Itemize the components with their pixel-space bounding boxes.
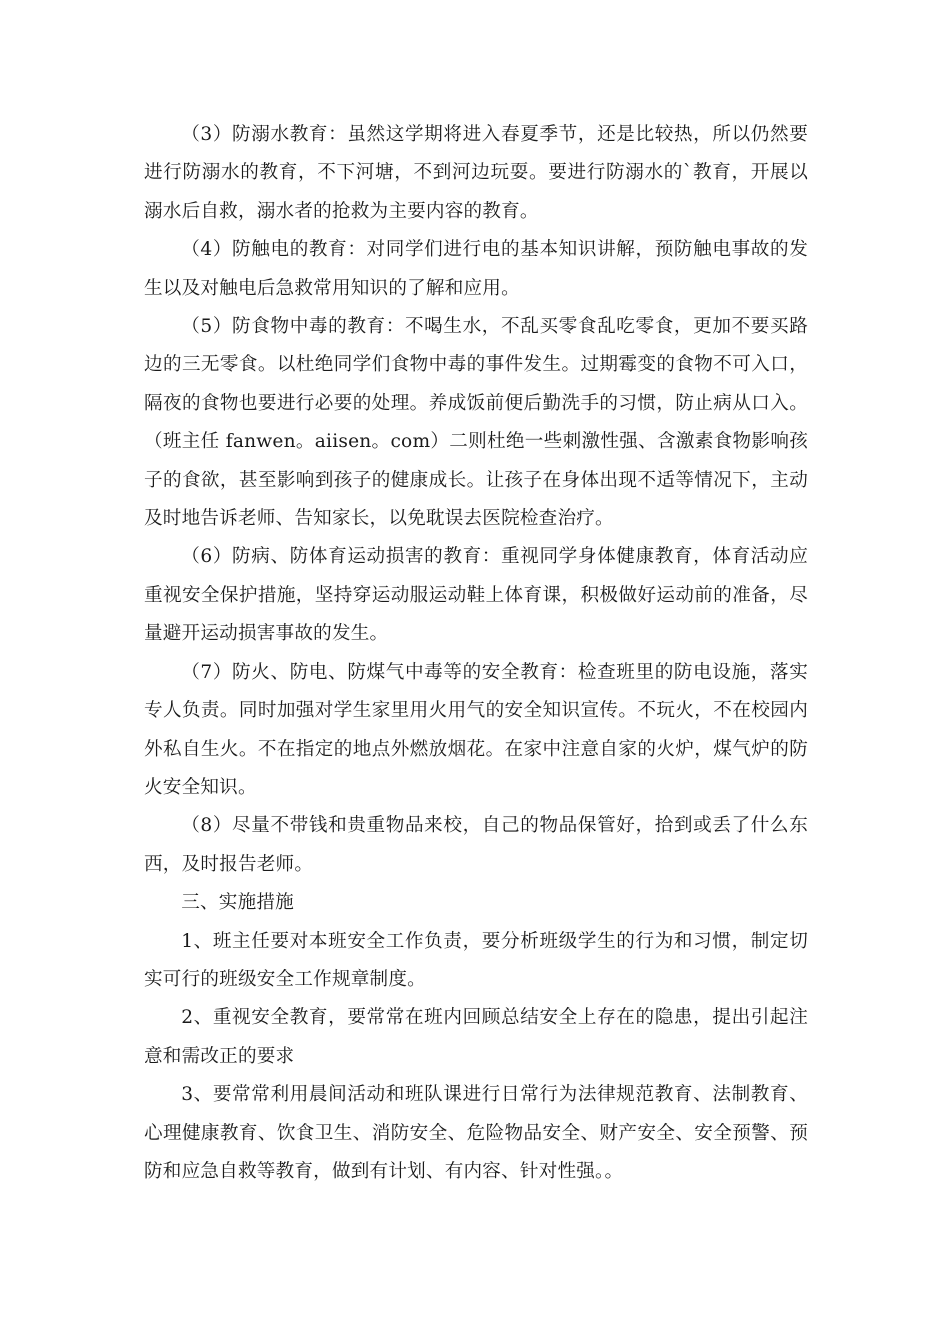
paragraph-food-poisoning-prevention: （5）防食物中毒的教育：不喝生水，不乱买零食乱吃零食，更加不要买路边的三无零食。以杜绝同学们食物中毒的事件发生。过期霉变的食物不可入口，隔夜的食物也要进行必要的处理。养成饭前便后勤洗手的习惯，防止病从口入。（班主任 fanwen。aiisen。com）二则杜绝一些刺激性强、含激素食物影响孩子的食欲，甚至影响到孩子的健康成长。让孩子在身体出现不适等情况下，主动及时地告诉老师、告知家长，以免耽误去医院检查治疗。 bbox=[144, 316, 808, 530]
section-heading-measures: 三、实施措施 bbox=[181, 892, 294, 914]
paragraph-fire-safety: （7）防火、防电、防煤气中毒等的安全教育：检查班里的防电设施，落实专人负责。同时加强对学生家里用火用气的安全知识宣传。不玩火，不在校园内外私自生火。不在指定的地点外燃放烟花。在家中注意自家的火炉，煤气炉的防火安全知识。 bbox=[144, 661, 808, 798]
paragraph-measure-2: 2、重视安全教育，要常常在班内回顾总结安全上存在的隐患，提出引起注意和需改正的要求 bbox=[144, 1007, 808, 1067]
paragraph-measure-3: 3、要常常利用晨间活动和班队课进行日常行为法律规范教育、法制教育、心理健康教育、饮食卫生、消防安全、危险物品安全、财产安全、安全预警、预防和应急自救等教育，做到有计划、有内容、针对性强。。 bbox=[144, 1084, 808, 1182]
paragraph-valuables: （8）尽量不带钱和贵重物品来校，自己的物品保管好，拾到或丢了什么东西，及时报告老师。 bbox=[144, 815, 808, 875]
paragraph-drowning-prevention: （3）防溺水教育：虽然这学期将进入春夏季节，还是比较热，所以仍然要进行防溺水的教育，不下河塘，不到河边玩耍。要进行防溺水的`教育，开展以溺水后自救，溺水者的抢救为主要内容的教育。 bbox=[144, 124, 808, 222]
paragraph-electric-shock-prevention: （4）防触电的教育：对同学们进行电的基本知识讲解，预防触电事故的发生以及对触电后急救常用知识的了解和应用。 bbox=[144, 239, 808, 299]
paragraph-sports-injury-prevention: （6）防病、防体育运动损害的教育：重视同学身体健康教育，体育活动应重视安全保护措施，坚持穿运动服运动鞋上体育课，积极做好运动前的准备，尽量避开运动损害事故的发生。 bbox=[144, 546, 808, 645]
paragraph-measure-1: 1、班主任要对本班安全工作负责，要分析班级学生的行为和习惯，制定切实可行的班级安全工作规章制度。 bbox=[144, 930, 808, 990]
document-body bbox=[144, 116, 808, 1191]
